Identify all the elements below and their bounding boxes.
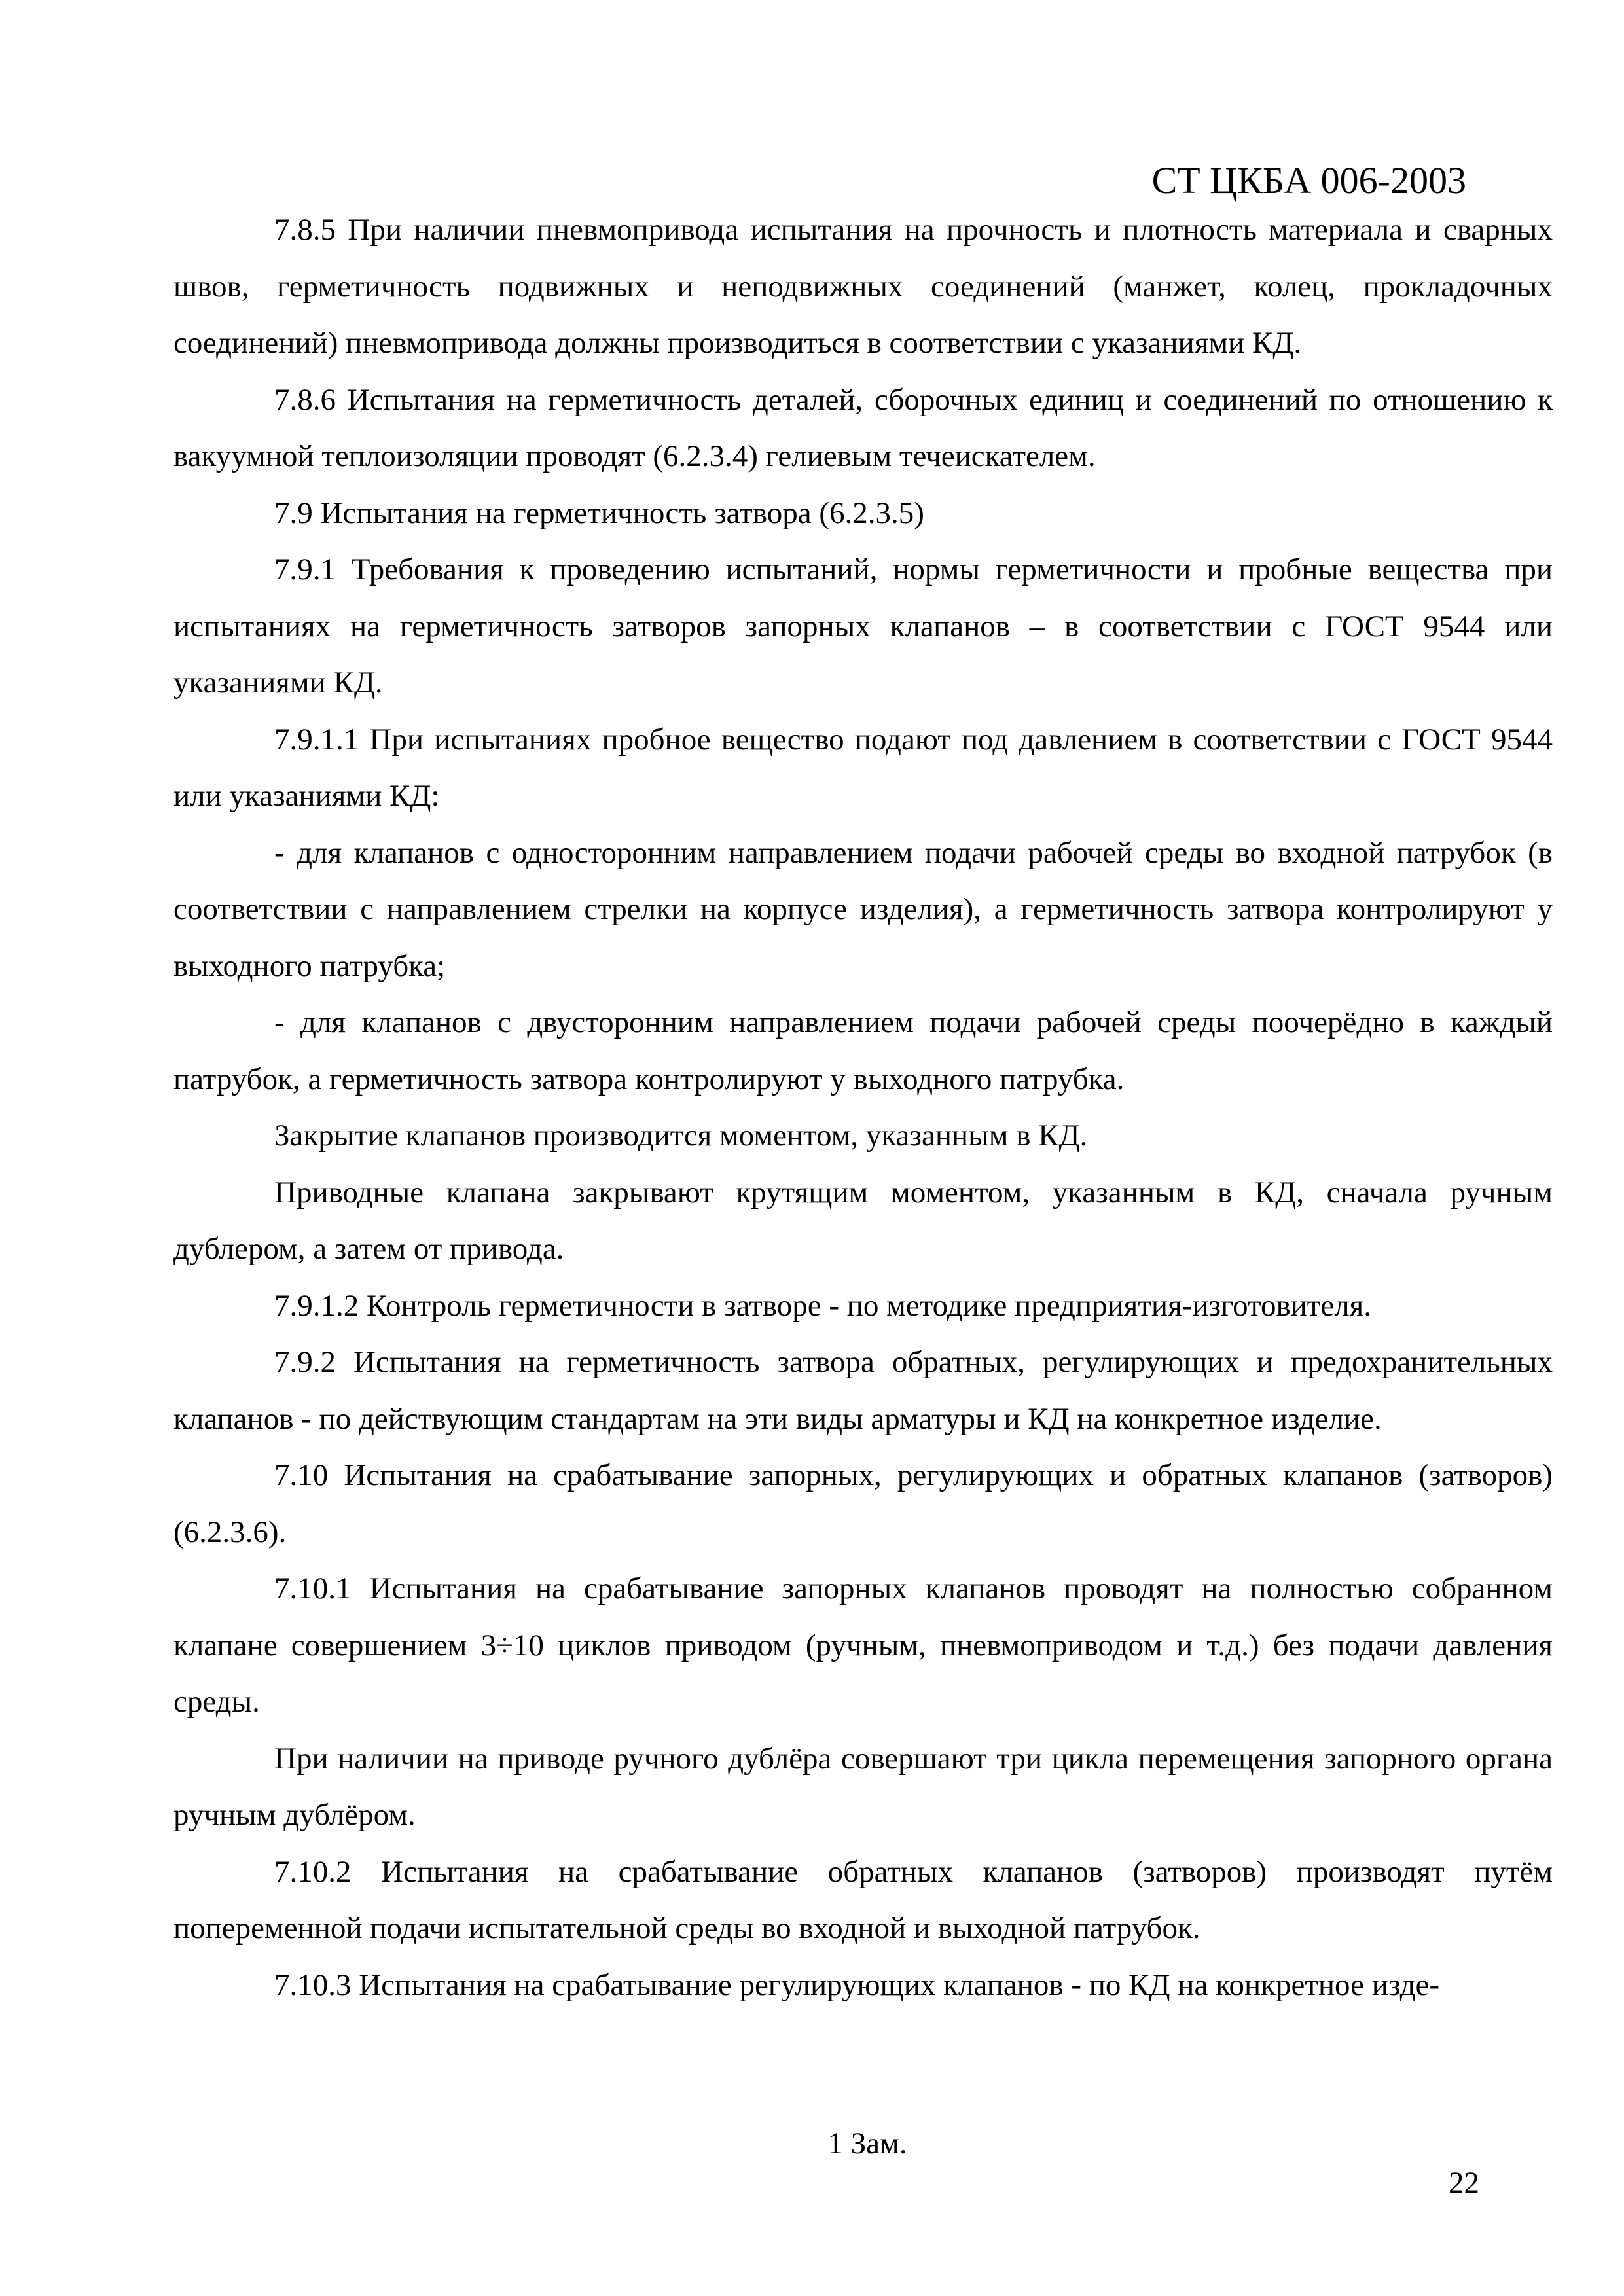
paragraph-7-9-1: 7.9.1 Требования к проведению испытаний, нормы герметичности и пробные вещества при испытаниях на герметичность затворов запорных клапанов – в соответствии с ГОСТ 9544 или указаниями КД. [173,552,1553,700]
document-code: СТ ЦКБА 006-2003 [1151,159,1466,202]
change-note: 1 Зам. [827,2126,907,2161]
paragraph-valve-closing: Закрытие клапанов производится моментом, указанным в КД. [274,1119,1088,1153]
document-body [173,202,1553,2013]
list-item-one-way-valves: - для клапанов с односторонним направлением подачи рабочей среды во входной патрубок (в соответствии с направлением стрелки на корпусе изделия), а герметичность затвора контролируют у выходного патрубка; [173,835,1553,983]
paragraph-7-8-6: 7.8.6 Испытания на герметичность деталей, сборочных единиц и соединений по отношению к вакуумной теплоизоляции проводят (6.2.3.4) гелиевым течеискателем. [173,382,1553,473]
paragraph-7-10-3: 7.10.3 Испытания на срабатывание регулирующих клапанов - по КД на конкретное изде- [274,1967,1440,2002]
page-number: 22 [1449,2166,1479,2200]
paragraph-7-8-5: 7.8.5 При наличии пневмопривода испытания на прочность и плотность материала и сварных швов, герметичность подвижных и неподвижных соединений (манжет, колец, прокладочных соединений) пневмопривода должны производиться в соответствии с указаниями КД. [173,213,1553,360]
section-heading-7-9: 7.9 Испытания на герметичность затвора (6.2.3.5) [274,495,924,530]
paragraph-7-9-1-1: 7.9.1.1 При испытаниях пробное вещество подают под давлением в соответствии с ГОСТ 9544 или указаниями КД: [173,722,1553,813]
paragraph-driven-valves: Приводные клапана закрывают крутящим моментом, указанным в КД, сначала ручным дублером, а затем от привода. [173,1175,1553,1266]
paragraph-7-9-2: 7.9.2 Испытания на герметичность затвора обратных, регулирующих и предохранительных клапанов - по действующим стандартам на эти виды арматуры и КД на конкретное изделие. [173,1345,1553,1436]
paragraph-manual-duplicator: При наличии на приводе ручного дублёра совершают три цикла перемещения запорного органа ручным дублёром. [173,1741,1553,1832]
paragraph-7-9-1-2: 7.9.1.2 Контроль герметичности в затворе - по методике предприятия-изготовителя. [274,1288,1372,1323]
paragraph-7-10-2: 7.10.2 Испытания на срабатывание обратных клапанов (затворов) производят путём попеременной подачи испытательной среды во входной и выходной патрубок. [173,1854,1553,1945]
list-item-two-way-valves: - для клапанов с двусторонним направлением подачи рабочей среды поочерёдно в каждый патрубок, а герметичность затвора контролируют у выходного патрубка. [173,1005,1553,1096]
section-heading-7-10: 7.10 Испытания на срабатывание запорных, регулирующих и обратных клапанов (затворов) (6.2.3.6). [173,1458,1553,1549]
paragraph-7-10-1: 7.10.1 Испытания на срабатывание запорных клапанов проводят на полностью собранном клапане совершением 3÷10 циклов приводом (ручным, пневмоприводом и т.д.) без подачи давления среды. [173,1571,1553,1719]
